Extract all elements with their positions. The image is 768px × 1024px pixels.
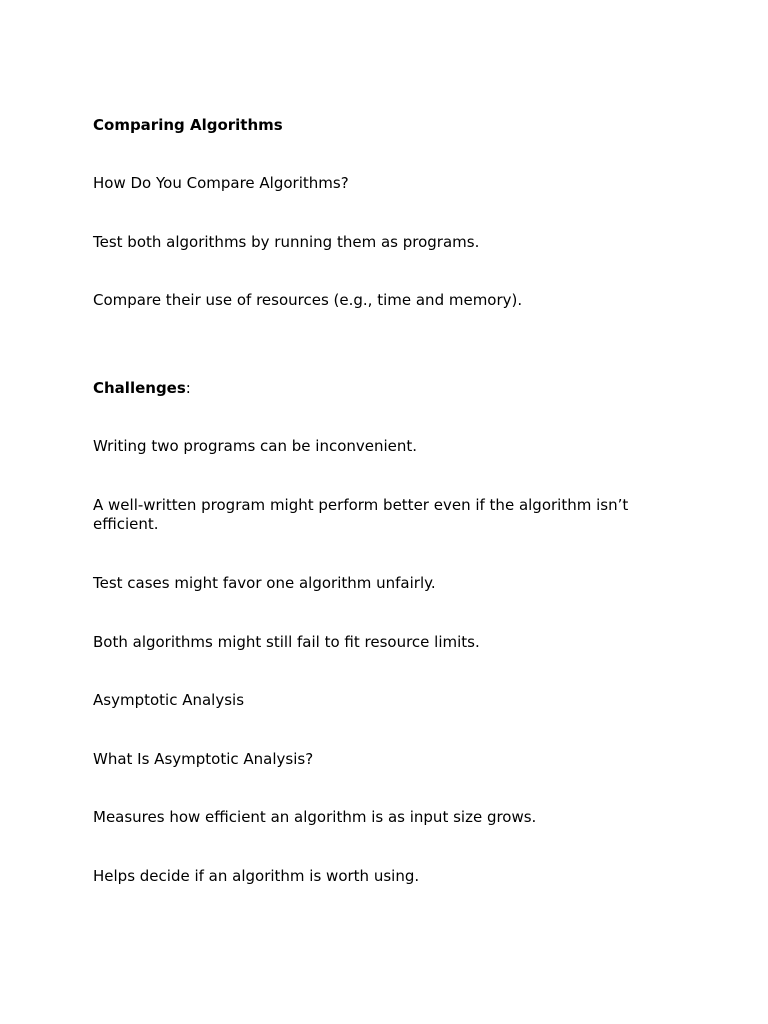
challenge-item-3: Test cases might favor one algorithm unfairly. bbox=[93, 574, 436, 592]
document-title: Comparing Algorithms bbox=[93, 116, 283, 134]
challenge-item-4: Both algorithms might still fail to fit resource limits. bbox=[93, 633, 480, 651]
point-test-both: Test both algorithms by running them as programs. bbox=[93, 233, 480, 251]
challenges-heading-line bbox=[93, 379, 663, 398]
challenge-item-1: Writing two programs can be inconvenient. bbox=[93, 437, 418, 455]
challenges-colon: : bbox=[185, 379, 191, 397]
challenge-item-2: A well-written program might perform better even if the algorithm isn’t efficient. bbox=[93, 496, 629, 533]
question-compare: How Do You Compare Algorithms? bbox=[93, 174, 349, 192]
challenges-heading: Challenges bbox=[93, 379, 186, 397]
asymptotic-heading: Asymptotic Analysis bbox=[93, 691, 245, 709]
asymptotic-point-1: Measures how efficient an algorithm is as input size grows. bbox=[93, 808, 537, 826]
point-compare-resources: Compare their use of resources (e.g., time and memory). bbox=[93, 291, 523, 309]
asymptotic-point-2: Helps decide if an algorithm is worth using. bbox=[93, 867, 420, 885]
asymptotic-question: What Is Asymptotic Analysis? bbox=[93, 750, 314, 768]
